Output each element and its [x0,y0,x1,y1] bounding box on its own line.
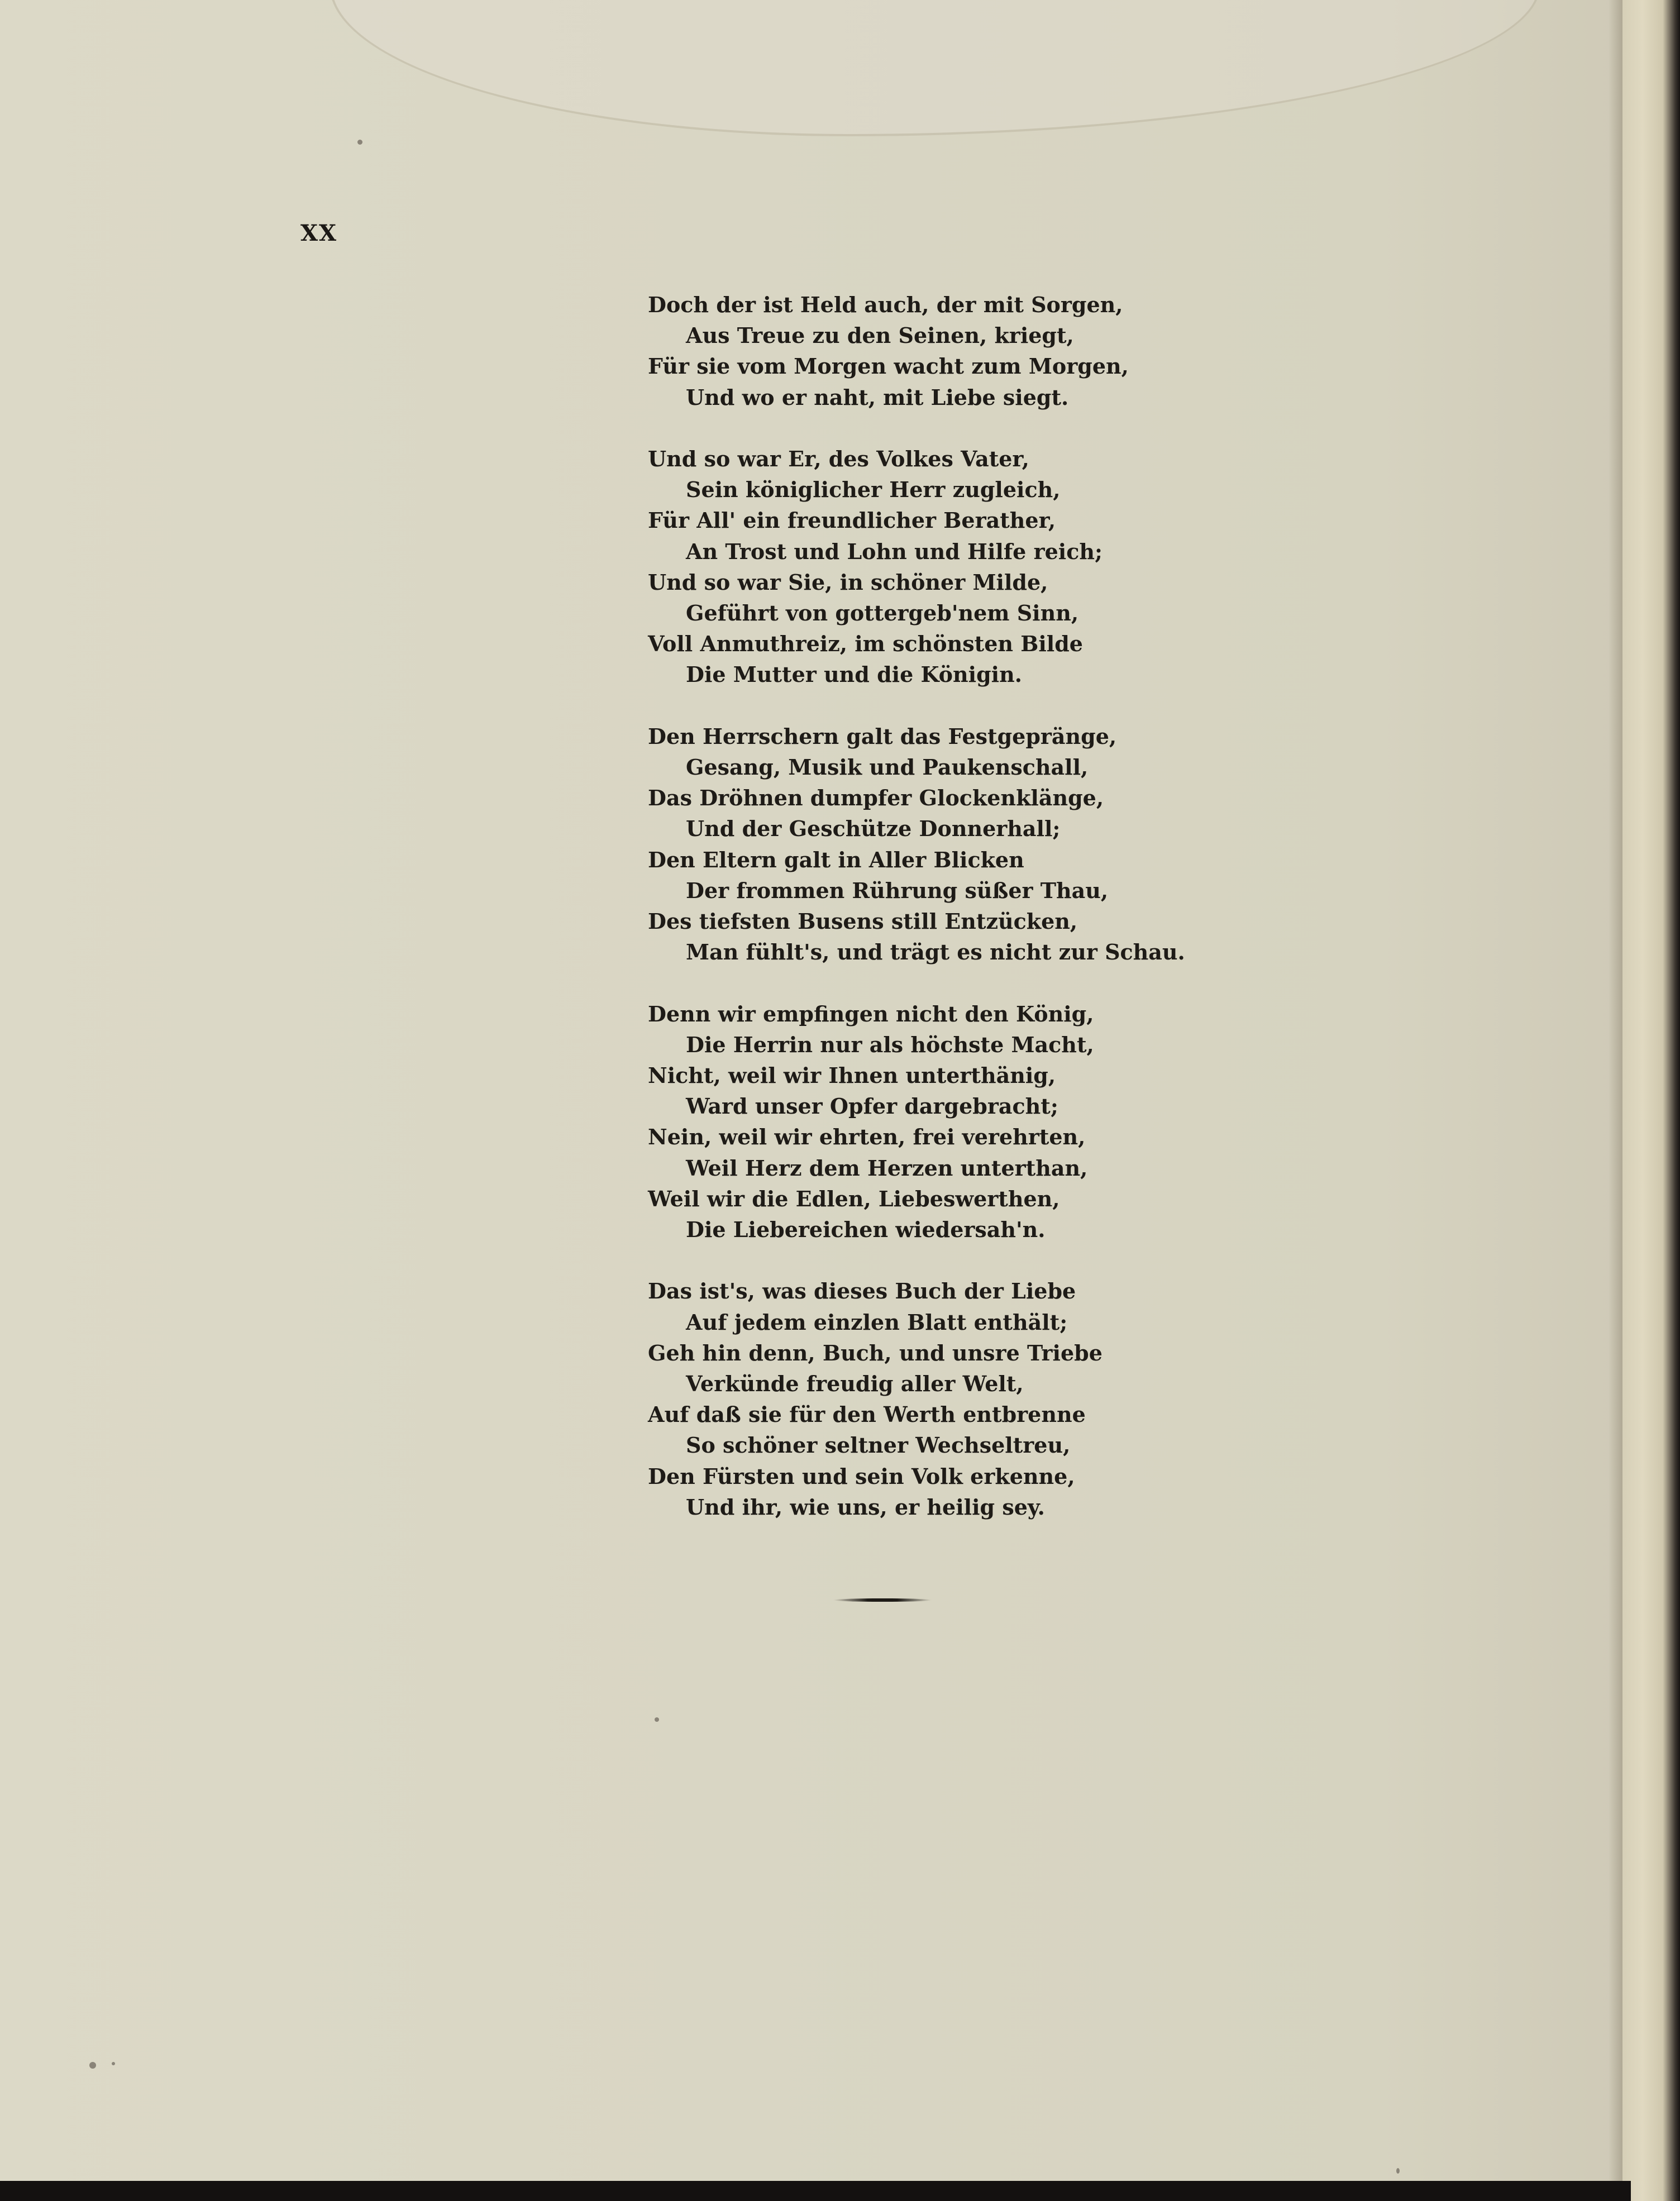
poem-line: Für sie vom Morgen wacht zum Morgen, [648,354,1129,379]
poem-line: Und wo er naht, mit Liebe siegt. [686,384,1069,410]
poem-line: Auf daß sie für den Werth entbrenne [648,1402,1086,1427]
poem-line: Die Liebereichen wiedersah'n. [686,1217,1046,1243]
page-gutter [1622,0,1680,2201]
poem-line: Das ist's, was dieses Buch der Liebe [648,1278,1076,1304]
poem-line: Verkünde freudig aller Welt, [686,1371,1024,1397]
poem-line: Weil Herz dem Herzen unterthan, [686,1155,1088,1181]
poem-line: Und so war Sie, in schöner Milde, [648,569,1048,595]
stanza-4 [648,999,1139,1245]
stanza-3 [648,721,1185,968]
paper-speck [89,2062,96,2069]
paper-stain [330,0,1540,136]
poem-line: Ward unser Opfer dargebracht; [686,1094,1058,1119]
poem-line: Den Herrschern galt das Festgepränge, [648,723,1117,749]
poem-line: Voll Anmuthreiz, im schönsten Bilde [648,631,1083,657]
poem-line: Weil wir die Edlen, Liebeswerthen, [648,1186,1060,1211]
page-number: XX [300,220,338,246]
stanza-1 [648,289,1139,413]
poem-line: Und der Geschütze Donnerhall; [686,816,1061,842]
poem-line: So schöner seltner Wechseltreu, [686,1433,1071,1458]
paper-speck [1396,2168,1400,2174]
poem-line: Man fühlt's, und trägt es nicht zur Schau. [686,939,1185,965]
poem-line: Gesang, Musik und Paukenschall, [686,755,1089,780]
paper-speck [112,2062,115,2065]
poem-line: Sein königlicher Herr zugleich, [686,477,1061,503]
poem-line: Des tiefsten Busens still Entzücken, [648,909,1078,934]
poem-line: Den Eltern galt in Aller Blicken [648,847,1024,872]
poem-line: Geh hin denn, Buch, und unsre Triebe [648,1340,1102,1366]
poem-line: Nicht, weil wir Ihnen unterthänig, [648,1063,1056,1088]
poem-line: Nein, weil wir ehrten, frei verehrten, [648,1124,1086,1150]
scan-edge [0,2181,1631,2201]
poem-line: Auf jedem einzlen Blatt enthält; [686,1309,1068,1335]
poem-line: An Trost und Lohn und Hilfe reich; [686,538,1103,564]
poem-line: Geführt von gottergeb'nem Sinn, [686,600,1079,626]
poem-line: Und so war Er, des Volkes Vater, [648,446,1029,471]
poem-line: Der frommen Rührung süßer Thau, [686,877,1109,903]
paper-speck [357,140,362,145]
stanza-2 [648,443,1139,690]
poem-line: Aus Treue zu den Seinen, kriegt, [686,323,1074,348]
poem-line: Die Herrin nur als höchste Macht, [686,1032,1094,1057]
paper-speck [655,1717,659,1722]
closing-rule [833,1598,932,1602]
stanza-5 [648,1276,1139,1522]
poem-line: Das Dröhnen dumpfer Glockenklänge, [648,785,1104,811]
poem-line: Denn wir empfingen nicht den König, [648,1001,1094,1027]
poem-line: Den Fürsten und sein Volk erkenne, [648,1463,1075,1489]
poem-line: Die Mutter und die Königin. [686,662,1022,687]
poem-text [648,289,1185,1553]
poem-line: Und ihr, wie uns, er heilig sey. [686,1494,1045,1520]
poem-line: Für All' ein freundlicher Berather, [648,508,1056,533]
poem-line: Doch der ist Held auch, der mit Sorgen, [648,292,1123,317]
